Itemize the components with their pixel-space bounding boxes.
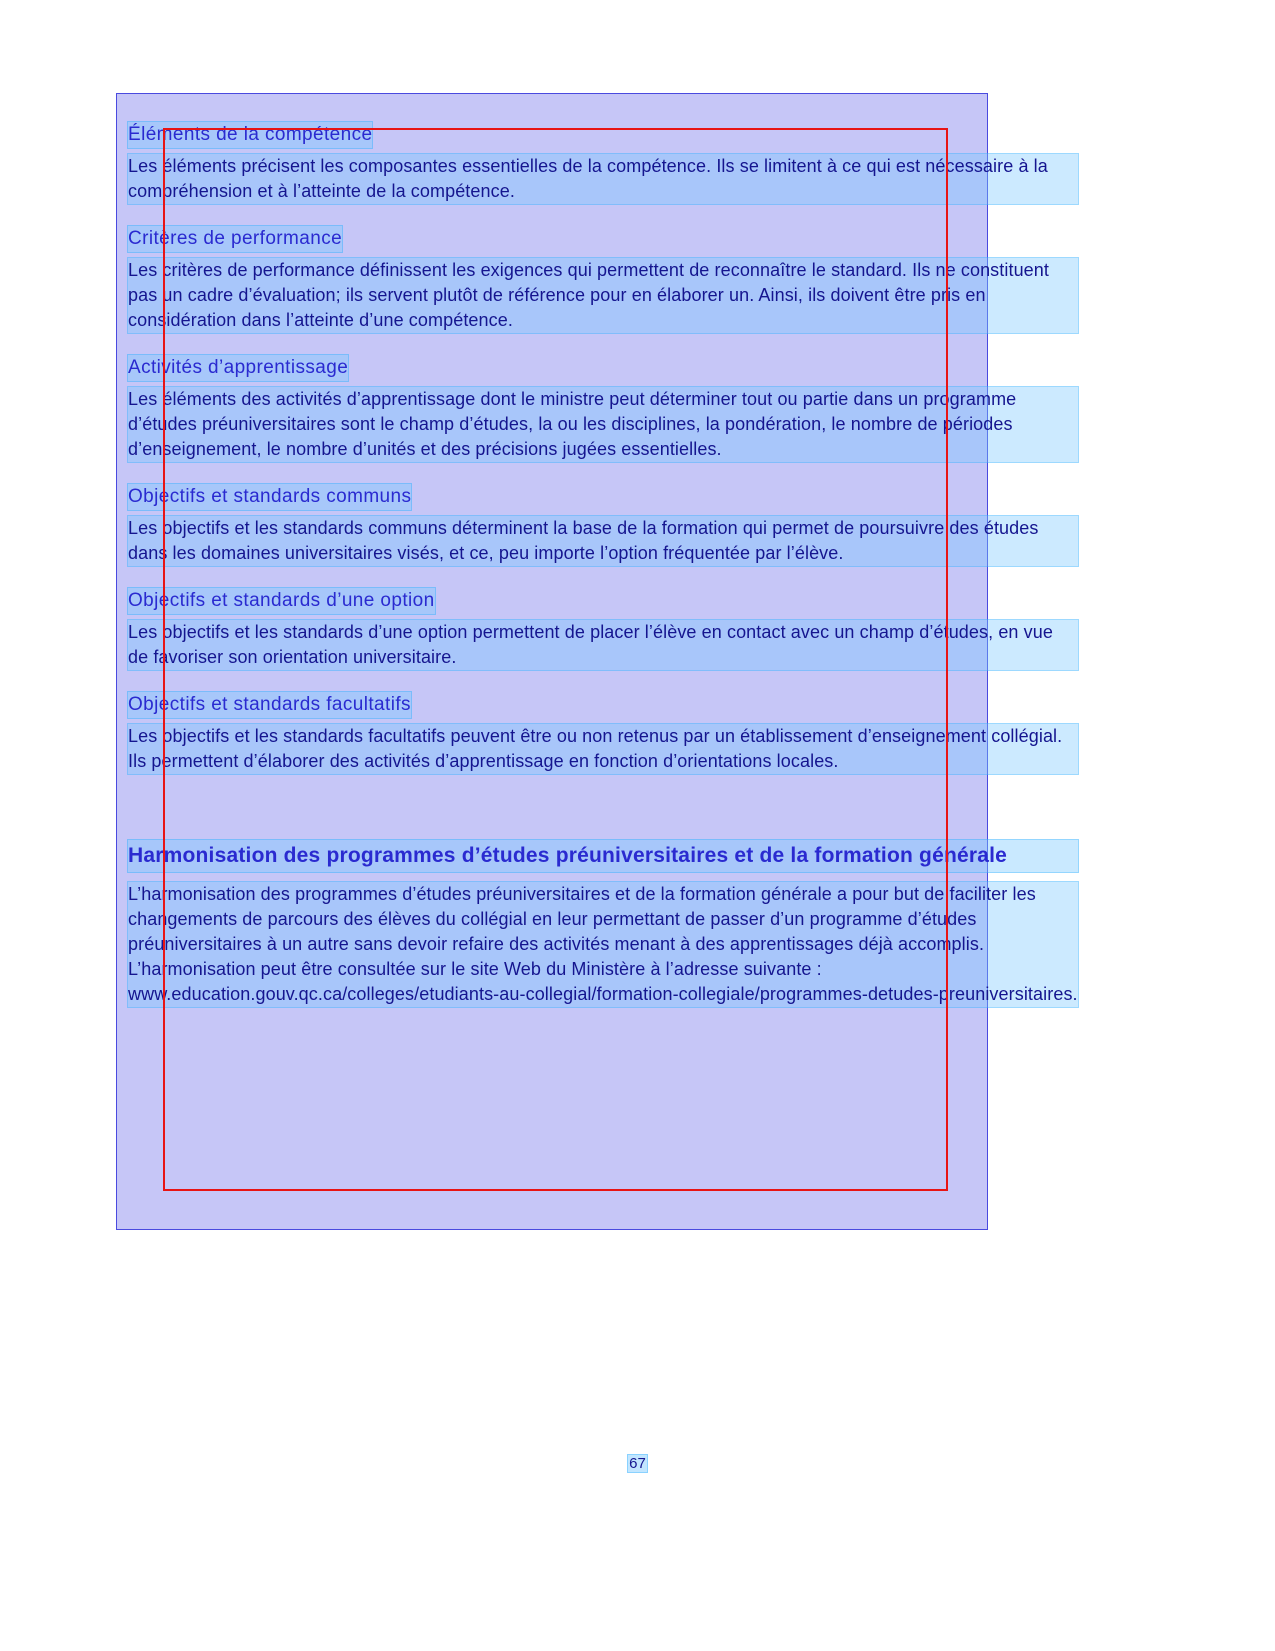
harmonisation-url[interactable]: www.education.gouv.qc.ca/colleges/etudiants-au-collegial/formation-collegiale/programmes-detudes-preuniversitaires. [128,984,1078,1004]
section-paragraph: Les objectifs et les standards communs déterminent la base de la formation qui permet de poursuivre des études dans les domaines universitaires visés, et ce, peu importe l’option fréquentée par l’élève. [128,516,1078,566]
section-objectifs-standards-communs [128,484,1078,566]
section-objectifs-standards-facultatifs [128,692,1078,774]
section-paragraph: Les objectifs et les standards facultatifs peuvent être ou non retenus par un établissement d’enseignement collégial. Ils permettent d’élaborer des activités d’apprentissage en fonction d’orientations locales. [128,724,1078,774]
section-heading: Objectifs et standards facultatifs [128,692,411,718]
section-spacer [128,796,1078,840]
section-paragraph: Les objectifs et les standards d’une option permettent de placer l’élève en contact avec un champ d’études, en vue de favoriser son orientation universitaire. [128,620,1078,670]
page-number-value: 67 [629,1455,646,1472]
document-body [128,122,1078,1029]
section-heading: Objectifs et standards communs [128,484,411,510]
section-paragraph: Les éléments des activités d’apprentissage dont le ministre peut déterminer tout ou partie dans un programme d’études préuniversitaires sont le champ d’études, la ou les disciplines, la pondération, le nombre de périodes d’enseignement, le nombre d’unités et des précisions jugées essentielles. [128,387,1078,462]
main-section-paragraph [128,882,1078,1007]
page-number [0,1455,1275,1472]
section-criteres-performance [128,226,1078,333]
section-objectifs-standards-option [128,588,1078,670]
main-section-heading: Harmonisation des programmes d’études préuniversitaires et de la formation générale [128,840,1078,872]
section-activites-apprentissage [128,355,1078,462]
section-heading: Objectifs et standards d’une option [128,588,435,614]
section-heading: Éléments de la compétence [128,122,372,148]
section-harmonisation [128,840,1078,1007]
section-paragraph: Les critères de performance définissent les exigences qui permettent de reconnaître le standard. Ils ne constituent pas un cadre d’évaluation; ils servent plutôt de référence pour en élaborer un. Ainsi, ils doivent être pris en considération dans l’atteinte d’une compétence. [128,258,1078,333]
section-heading: Activités d’apprentissage [128,355,348,381]
section-heading: Critères de performance [128,226,342,252]
section-elements-competence [128,122,1078,204]
section-paragraph: Les éléments précisent les composantes essentielles de la compétence. Ils se limitent à ce qui est nécessaire à la compréhension et à l’atteinte de la compétence. [128,154,1078,204]
main-section-text: L’harmonisation des programmes d’études préuniversitaires et de la formation générale a pour but de faciliter les changements de parcours des élèves du collégial en leur permettant de passer d’un programme d’études préuniversitaires à un autre sans devoir refaire des activités menant à des apprentissages déjà accomplis. L’harmonisation peut être consultée sur le site Web du Ministère à l’adresse suivante : [128,884,1036,979]
